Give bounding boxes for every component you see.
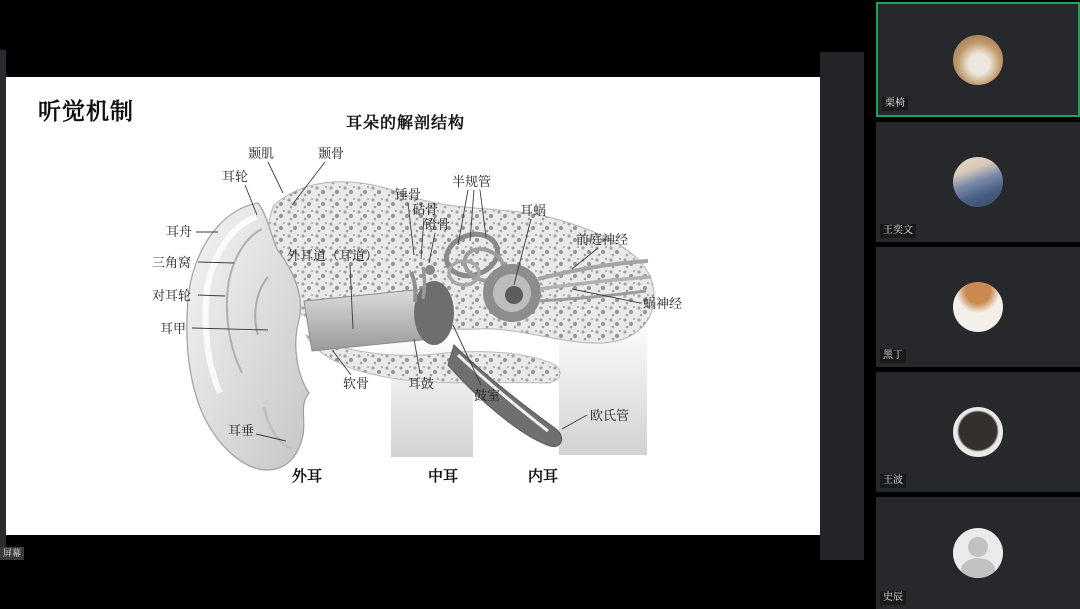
diagram-title: 耳朵的解剖结构 xyxy=(346,115,466,132)
participant-name: 王波 xyxy=(880,474,906,488)
participant-rail xyxy=(866,0,1080,609)
label-antihelix: 对耳轮 xyxy=(152,288,192,303)
label-cochlea: 耳蜗 xyxy=(520,203,547,218)
section-inner-ear: 内耳 xyxy=(528,469,559,485)
participant-tile-1[interactable] xyxy=(876,2,1080,117)
label-semicircular-canals: 半规管 xyxy=(452,174,492,189)
label-tympanic-cavity: 鼓室 xyxy=(474,388,501,403)
ear-anatomy-illustration xyxy=(6,77,820,535)
participant-name: 栗椅 xyxy=(882,97,908,111)
participant-avatar xyxy=(953,157,1003,207)
participant-name: 王奕文 xyxy=(880,224,916,238)
label-scapha: 耳舟 xyxy=(166,224,193,239)
label-eardrum: 耳鼓 xyxy=(408,376,435,391)
participant-avatar xyxy=(953,35,1003,85)
participant-name: 史辰 xyxy=(880,591,906,605)
label-eustachian-tube: 欧氏管 xyxy=(590,408,630,423)
label-malleus: 锤骨 xyxy=(395,187,422,202)
participant-tile-2[interactable] xyxy=(876,122,1080,242)
participant-avatar xyxy=(953,407,1003,457)
section-outer-ear: 外耳 xyxy=(292,469,323,485)
participant-avatar xyxy=(953,282,1003,332)
label-earlobe: 耳垂 xyxy=(228,423,255,438)
label-triangular-fossa: 三角窝 xyxy=(152,255,192,270)
screen-share-label: 屏幕 xyxy=(0,547,24,560)
participant-tile-3[interactable] xyxy=(876,247,1080,367)
label-helix: 耳轮 xyxy=(222,169,249,184)
label-incus: 砧骨 xyxy=(412,202,439,217)
share-right-strip xyxy=(820,52,864,560)
participant-tile-4[interactable] xyxy=(876,372,1080,492)
presentation-slide xyxy=(6,77,820,535)
default-avatar-icon xyxy=(953,528,1003,578)
label-temporal-muscle: 颞肌 xyxy=(248,146,275,161)
label-concha: 耳甲 xyxy=(160,321,187,336)
participant-tile-5[interactable] xyxy=(876,497,1080,609)
label-cartilage: 软骨 xyxy=(343,376,370,391)
section-middle-ear: 中耳 xyxy=(428,469,459,485)
label-temporal-bone: 颞骨 xyxy=(318,146,345,161)
label-vestibular-nerve: 前庭神经 xyxy=(576,232,629,247)
label-cochlear-nerve: 蜗神经 xyxy=(643,296,683,311)
label-stapes: 镫骨 xyxy=(424,217,451,232)
participant-name: 黑丁 xyxy=(880,349,906,363)
slide-title: 听觉机制 xyxy=(38,98,134,124)
label-ear-canal: 外耳道（耳道） xyxy=(287,248,379,263)
